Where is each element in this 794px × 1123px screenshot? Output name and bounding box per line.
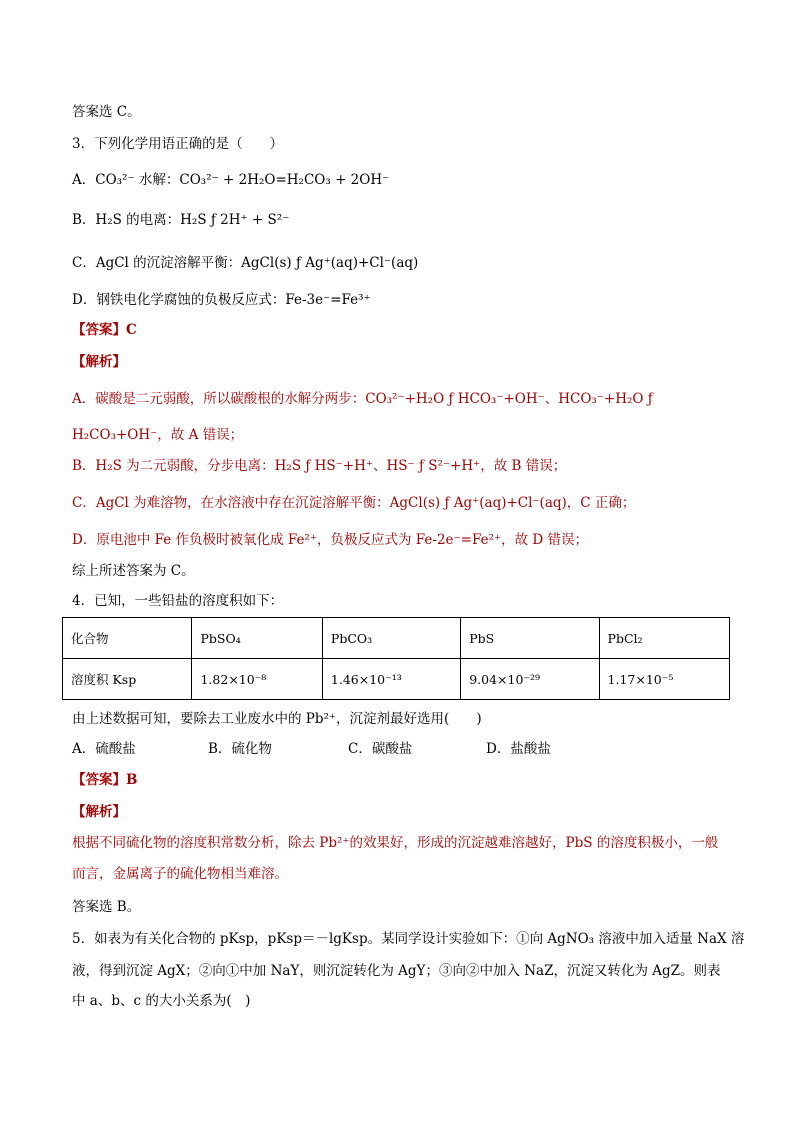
question-4-analysis-line1: 根据不同硫化物的溶度积常数分析，除去 Pb²⁺的效果好，形成的沉淀越难溶越好，PbS 的溶度积极小，一般: [72, 835, 719, 851]
table-cell: 1.82×10⁻⁸: [192, 659, 322, 700]
question-3-option-b: B．H₂S 的电离：H₂S ƒ 2H⁺ + S²⁻: [72, 212, 290, 228]
question-4-summary: 答案选 B。: [72, 899, 141, 915]
question-5-stem-line3: 中 a、b、c 的大小关系为( ): [72, 993, 251, 1009]
question-4-option-a: A．硫酸盐: [72, 741, 136, 757]
question-4-stem: 4．已知，一些铅盐的溶度积如下：: [72, 593, 284, 609]
table-row: [63, 618, 730, 659]
analysis-a-line2: H₂CO₃+OH⁻，故 A 错误；: [72, 427, 244, 443]
question-3-option-d: D．钢铁电化学腐蚀的负极反应式：Fe-3e⁻=Fe³⁺: [72, 292, 371, 308]
table-cell: 9.04×10⁻²⁹: [461, 659, 599, 700]
table-cell: 1.17×10⁻⁵: [599, 659, 729, 700]
analysis-c: C．AgCl 为难溶物，在水溶液中存在沉淀溶解平衡：AgCl(s) ƒ Ag⁺(aq)+Cl⁻(aq)，C 正确；: [72, 495, 636, 511]
question-5-stem-line2: 液，得到沉淀 AgX；②向①中加 NaY，则沉淀转化为 AgY；③向②中加入 NaZ，沉淀又转化为 AgZ。则表: [72, 963, 721, 979]
table-cell: 溶度积 Ksp: [63, 659, 192, 700]
table-cell: PbSO₄: [192, 618, 322, 659]
question-5-stem-line1: 5．如表为有关化合物的 pKsp，pKsp＝－lgKsp。某同学设计实验如下：①向 AgNO₃ 溶液中加入适量 NaX 溶: [72, 931, 745, 947]
analysis-d: D．原电池中 Fe 作负极时被氧化成 Fe²⁺，负极反应式为 Fe-2e⁻=Fe²⁺，故 D 错误；: [72, 532, 589, 548]
table-cell: 1.46×10⁻¹³: [322, 659, 460, 700]
question-3-analysis-label: 【解析】: [72, 354, 126, 370]
question-4-option-c: C．碳酸盐: [348, 741, 413, 757]
table-row: [63, 659, 730, 700]
table-cell: PbCl₂: [599, 618, 729, 659]
solubility-product-table: [62, 617, 730, 700]
question-3-summary: 综上所述答案为 C。: [72, 563, 195, 579]
analysis-b: B．H₂S 为二元弱酸，分步电离：H₂S ƒ HS⁻+H⁺、HS⁻ ƒ S²⁻+H⁺，故 B 错误；: [72, 458, 567, 474]
table-cell: PbS: [461, 618, 599, 659]
question-3-option-c: C．AgCl 的沉淀溶解平衡：AgCl(s) ƒ Ag⁺(aq)+Cl⁻(aq): [72, 255, 419, 271]
question-4-option-d: D．盐酸盐: [486, 741, 551, 757]
answer-line-q2: 答案选 C。: [72, 104, 141, 120]
table-cell: 化合物: [63, 618, 192, 659]
question-3-answer-label: 【答案】C: [72, 322, 137, 338]
question-3-stem: 3．下列化学用语正确的是（ ）: [72, 136, 284, 152]
question-4-option-b: B．硫化物: [208, 741, 272, 757]
question-4-analysis-label: 【解析】: [72, 804, 126, 820]
question-3-option-a: A．CO₃²⁻ 水解：CO₃²⁻ + 2H₂O=H₂CO₃ + 2OH⁻: [72, 172, 390, 188]
question-4-prompt: 由上述数据可知，要除去工业废水中的 Pb²⁺，沉淀剂最好选用( ): [72, 711, 482, 727]
analysis-a-line1: A．碳酸是二元弱酸，所以碳酸根的水解分两步：CO₃²⁻+H₂O ƒ HCO₃⁻+OH⁻、HCO₃⁻+H₂O ƒ: [72, 391, 653, 407]
table-cell: PbCO₃: [322, 618, 460, 659]
question-4-analysis-line2: 而言，金属离子的硫化物相当难溶。: [72, 866, 288, 882]
question-4-answer-label: 【答案】B: [72, 772, 138, 788]
